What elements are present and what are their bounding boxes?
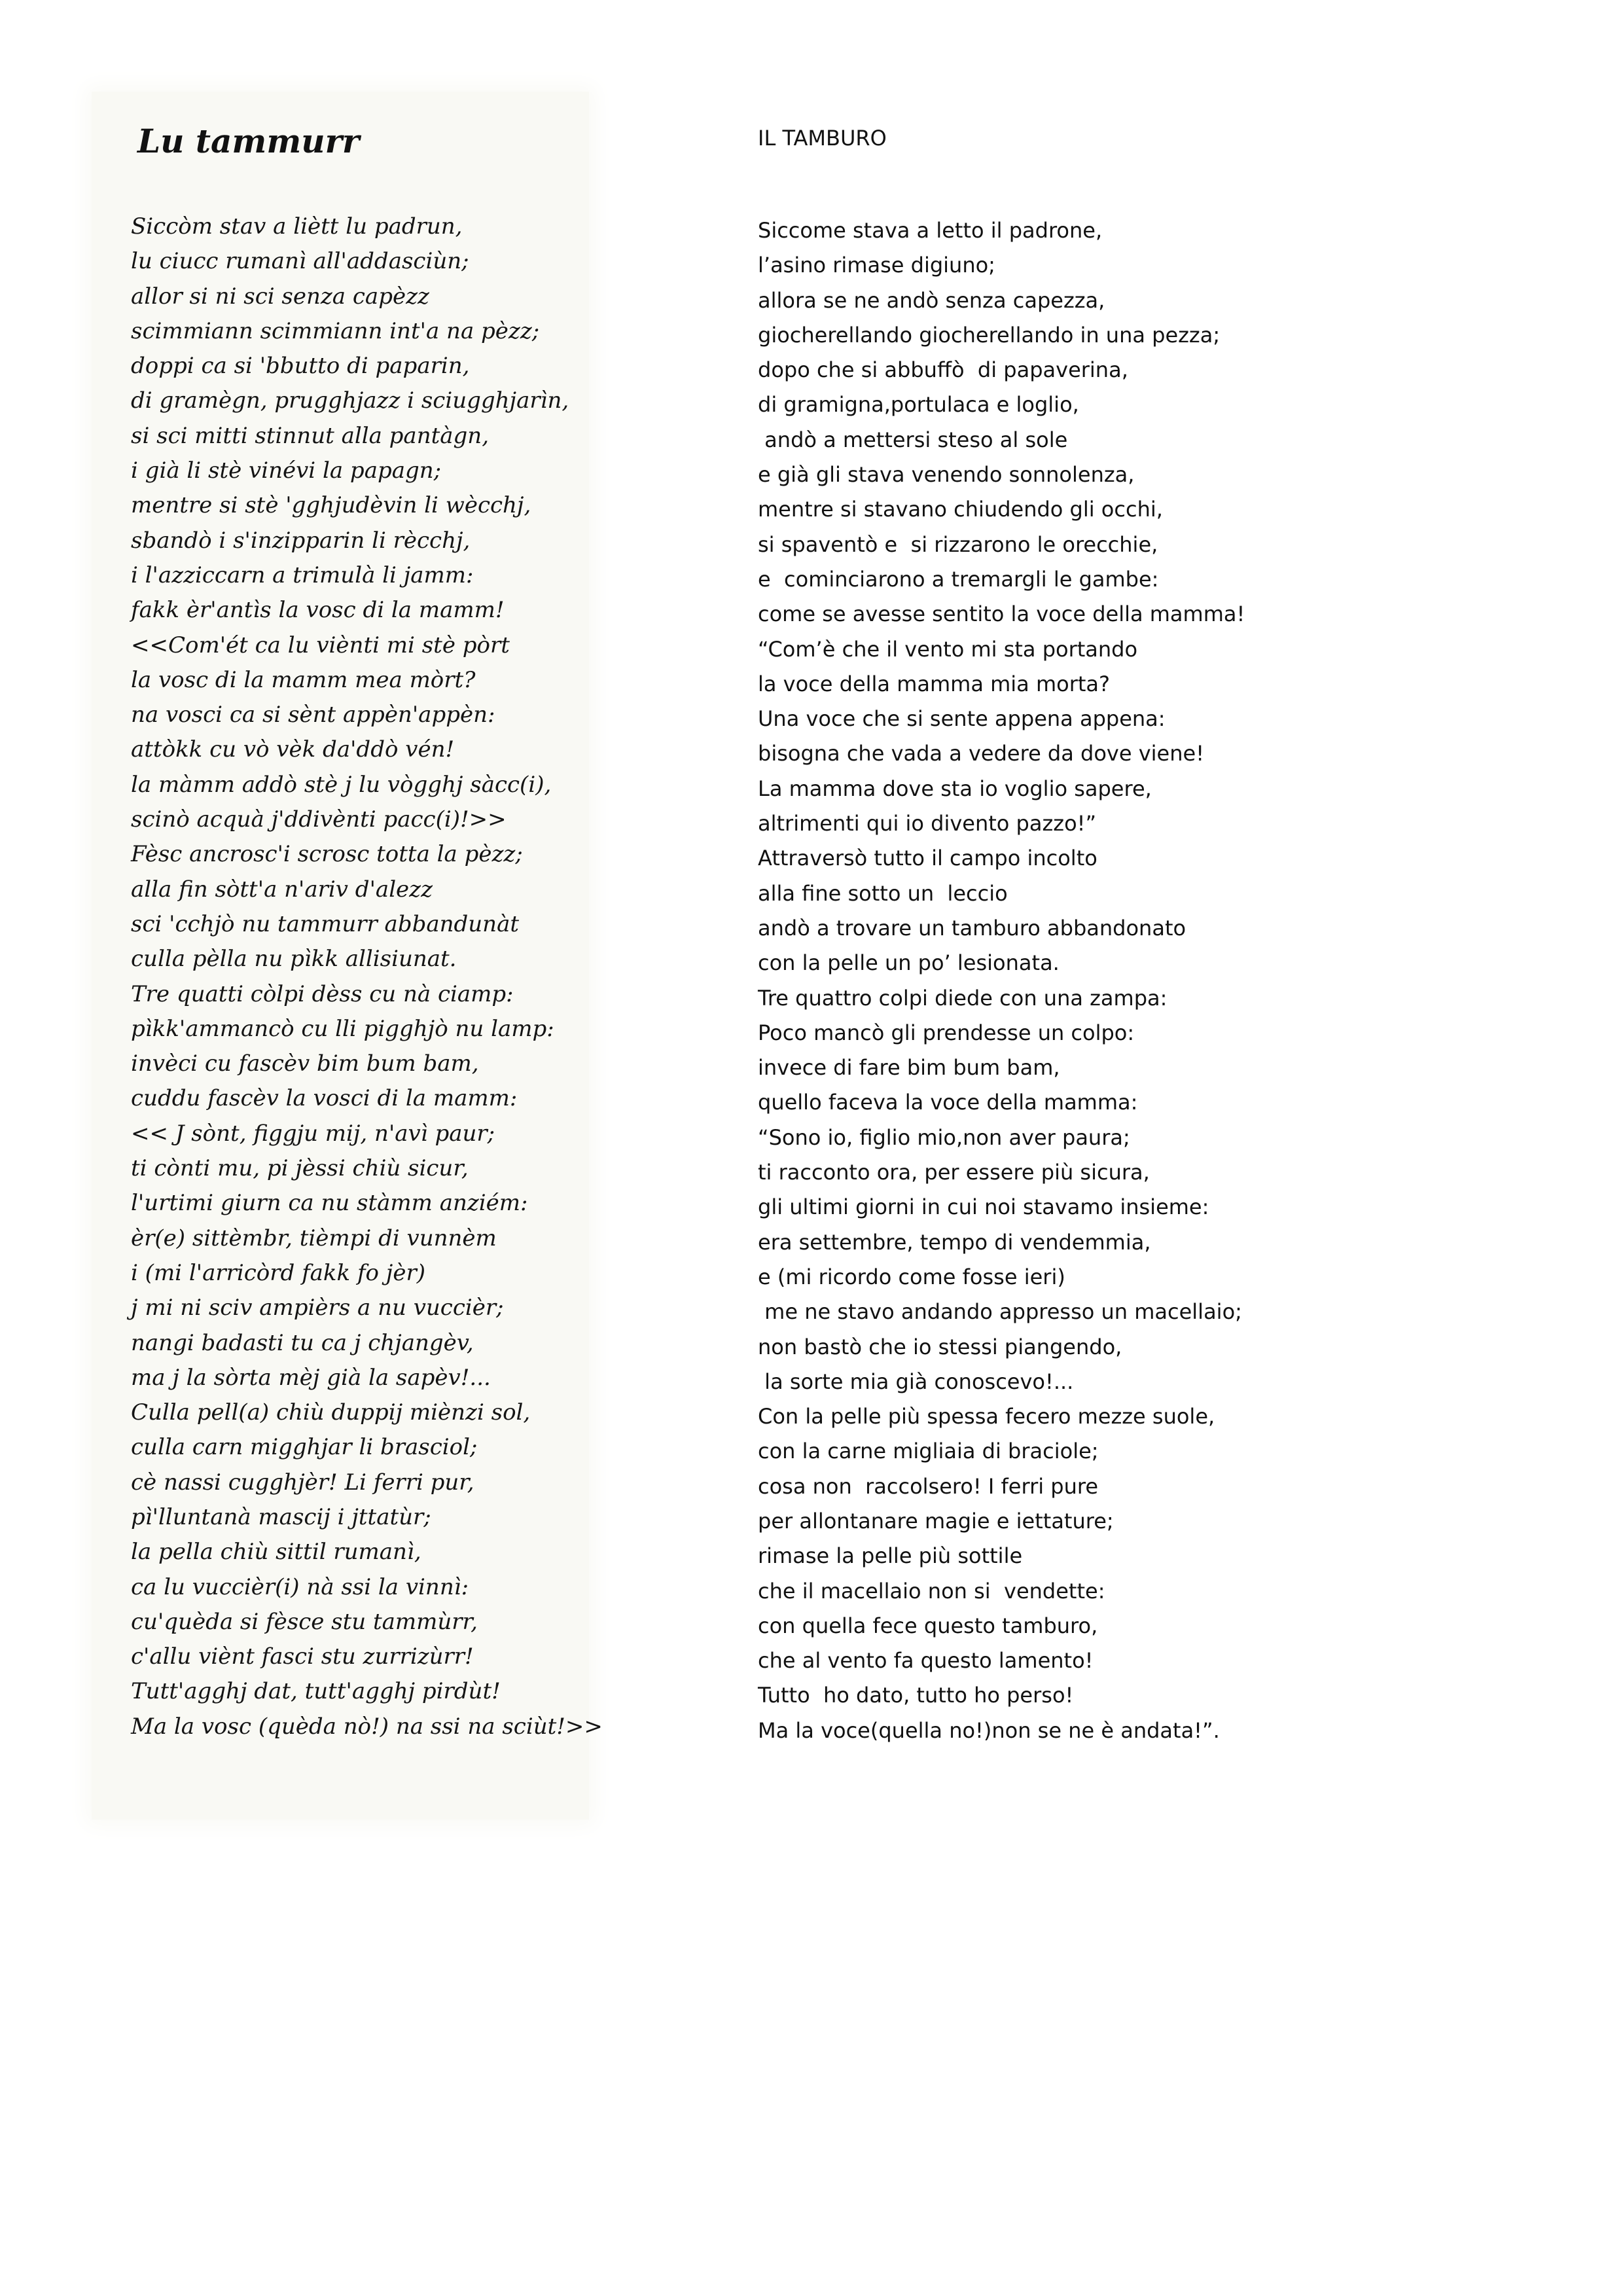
poem-line: alla fine sotto un leccio — [758, 880, 1008, 906]
poem-line: con la pelle un po’ lesionata. — [758, 950, 1060, 976]
poem-line: culla carn migghjar li brasciol; — [131, 1434, 478, 1461]
italian-poem-text — [758, 213, 1543, 1748]
poem-line: che al vento fa questo lamento! — [758, 1648, 1094, 1674]
poem-line: cè nassi cugghjèr! Li ferri pur, — [131, 1469, 474, 1496]
poem-line: la sorte mia già conoscevo!... — [758, 1369, 1074, 1394]
poem-line: èr(e) sittèmbr, tièmpi di vunnèm — [131, 1225, 497, 1251]
poem-line: con quella fece questo tamburo, — [758, 1613, 1098, 1638]
poem-line: Tre quattro colpi diede con una zampa: — [758, 985, 1168, 1011]
poem-line: Siccòm stav a liètt lu padrun, — [131, 213, 463, 240]
poem-line: andò a trovare un tamburo abbandonato — [758, 915, 1186, 941]
poem-line: Una voce che si sente appena appena: — [758, 706, 1166, 732]
poem-line: la vosc di la mamm mea mòrt? — [131, 666, 476, 693]
poem-line: La mamma dove sta io voglio sapere, — [758, 776, 1152, 801]
poem-line: lu ciucc rumanì all'addasciùn; — [131, 248, 469, 275]
poem-line: Fèsc ancrosc'i scrosc totta la pèzz; — [131, 841, 523, 868]
poem-line: doppi ca si 'bbutto di paparin, — [131, 353, 470, 380]
poem-line: quello faceva la voce della mamma: — [758, 1090, 1138, 1115]
poem-line: i (mi l'arricòrd fakk fo jèr) — [131, 1259, 425, 1286]
poem-line: altrimenti qui io divento pazzo!” — [758, 811, 1097, 836]
poem-line: si spaventò e si rizzarono le orecchie, — [758, 531, 1158, 557]
poem-line: era settembre, tempo di vendemmia, — [758, 1229, 1151, 1255]
poem-line: gli ultimi giorni in cui noi stavamo insieme: — [758, 1194, 1209, 1220]
poem-line: culla pèlla nu pìkk allisiunat. — [131, 946, 457, 973]
poem-line: la màmm addò stè j lu vògghj sàcc(i), — [131, 771, 552, 798]
poem-line: ca lu vuccièr(i) nà ssi la vinnì: — [131, 1573, 469, 1600]
poem-line: i l'azziccarn a trimulà li jamm: — [131, 562, 474, 588]
poem-line: ma j la sòrta mèj già la sapèv!... — [131, 1364, 491, 1391]
poem-line: invece di fare bim bum bam, — [758, 1055, 1060, 1081]
poem-line: invèci cu fascèv bim bum bam, — [131, 1050, 479, 1077]
poem-line: si sci mitti stinnut alla pantàgn, — [131, 422, 490, 449]
poem-line: Attraversò tutto il campo incolto — [758, 846, 1097, 871]
poem-line: di gramègn, prugghjazz i sciugghjarìn, — [131, 387, 569, 414]
dialect-poem-title: Lu tammurr — [137, 122, 360, 160]
poem-line: dopo che si abbuffò di papaverina, — [758, 357, 1128, 383]
poem-line: c'allu viènt fasci stu zurrizùrr! — [131, 1643, 474, 1670]
poem-line: di gramigna,portulaca e loglio, — [758, 392, 1079, 418]
poem-line: per allontanare magie e iettature; — [758, 1508, 1114, 1534]
poem-line: i già li stè vinévi la papagn; — [131, 457, 442, 484]
poem-line: j mi ni sciv ampièrs a nu vuccièr; — [131, 1295, 504, 1321]
poem-line: che il macellaio non si vendette: — [758, 1578, 1105, 1604]
poem-line: sbandò i s'inzipparin li rècchj, — [131, 527, 471, 554]
poem-line: cosa non raccolsero! I ferri pure — [758, 1473, 1099, 1499]
poem-line: “Com’è che il vento mi sta portando — [758, 636, 1138, 662]
poem-line: pì'lluntanà mascij i jttatùr; — [131, 1503, 431, 1530]
poem-line: cuddu fascèv la vosci di la mamm: — [131, 1085, 518, 1112]
poem-line: Poco mancò gli prendesse un colpo: — [758, 1020, 1135, 1045]
dialect-poem-text — [131, 209, 603, 1744]
poem-line: giocherellando giocherellando in una pezza; — [758, 322, 1221, 348]
poem-line: l’asino rimase digiuno; — [758, 253, 995, 278]
poem-line: << J sònt, figgju mij, n'avì paur; — [131, 1120, 495, 1147]
poem-line: mentre si stè 'gghjudèvin li wècchj, — [131, 492, 531, 519]
poem-line: cu'quèda si fèsce stu tammùrr, — [131, 1608, 478, 1635]
poem-line: attòkk cu vò vèk da'ddò vén! — [131, 736, 455, 763]
poem-line: andò a mettersi steso al sole — [758, 427, 1068, 452]
poem-line: Tutto ho dato, tutto ho perso! — [758, 1683, 1074, 1708]
poem-line: la pella chiù sittil rumanì, — [131, 1539, 421, 1566]
poem-line: e già gli stava venendo sonnolenza, — [758, 462, 1135, 488]
poem-line: scinò acquà j'ddivènti pacc(i)!>> — [131, 806, 507, 833]
poem-line: na vosci ca si sènt appèn'appèn: — [131, 702, 495, 728]
poem-line: alla fin sòtt'a n'ariv d'alezz — [131, 876, 433, 903]
poem-line: Con la pelle più spessa fecero mezze suole, — [758, 1404, 1215, 1429]
poem-line: fakk èr'antìs la vosc di la mamm! — [131, 597, 505, 624]
poem-line: Siccome stava a letto il padrone, — [758, 218, 1103, 243]
poem-line: con la carne migliaia di braciole; — [758, 1439, 1099, 1464]
poem-line: bisogna che vada a vedere da dove viene! — [758, 741, 1205, 766]
poem-line: Ma la voce(quella no!)non se ne è andata!”. — [758, 1717, 1220, 1743]
italian-poem-title: IL TAMBURO — [758, 126, 887, 151]
poem-line: pìkk'ammancò cu lli pigghjò nu lamp: — [131, 1015, 554, 1042]
poem-line: e (mi ricordo come fosse ieri) — [758, 1264, 1065, 1289]
poem-line: ti racconto ora, per essere più sicura, — [758, 1160, 1150, 1185]
poem-line: allor si ni sci senza capèzz — [131, 283, 429, 310]
poem-line: <<Com'ét ca lu viènti mi stè pòrt — [131, 632, 510, 658]
poem-line: ti cònti mu, pi jèssi chiù sicur, — [131, 1155, 469, 1182]
poem-line: non bastò che io stessi piangendo, — [758, 1334, 1122, 1359]
poem-line: mentre si stavano chiudendo gli occhi, — [758, 497, 1163, 522]
poem-line: Tutt'agghj dat, tutt'agghj pirdùt! — [131, 1678, 501, 1705]
poem-line: “Sono io, figlio mio,non aver paura; — [758, 1124, 1130, 1150]
poem-line: me ne stavo andando appresso un macellaio; — [758, 1299, 1242, 1325]
poem-line: scimmiann scimmiann int'a na pèzz; — [131, 317, 540, 344]
poem-line: sci 'cchjò nu tammurr abbandunàt — [131, 910, 520, 937]
poem-line: Ma la vosc (quèda nò!) na ssi na sciùt!>> — [131, 1713, 603, 1740]
poem-line: rimase la pelle più sottile — [758, 1543, 1023, 1569]
poem-line: come se avesse sentito la voce della mamma! — [758, 601, 1245, 627]
poem-line: Tre quatti còlpi dèss cu nà ciamp: — [131, 980, 514, 1007]
poem-line: e cominciarono a tremargli le gambe: — [758, 566, 1159, 592]
poem-line: la voce della mamma mia morta? — [758, 671, 1110, 696]
poem-line: allora se ne andò senza capezza, — [758, 287, 1105, 313]
poem-line: l'urtimi giurn ca nu stàmm anziém: — [131, 1190, 528, 1217]
poem-line: Culla pell(a) chiù duppij miènzi sol, — [131, 1399, 531, 1426]
poem-line: nangi badasti tu ca j chjangèv, — [131, 1329, 474, 1356]
